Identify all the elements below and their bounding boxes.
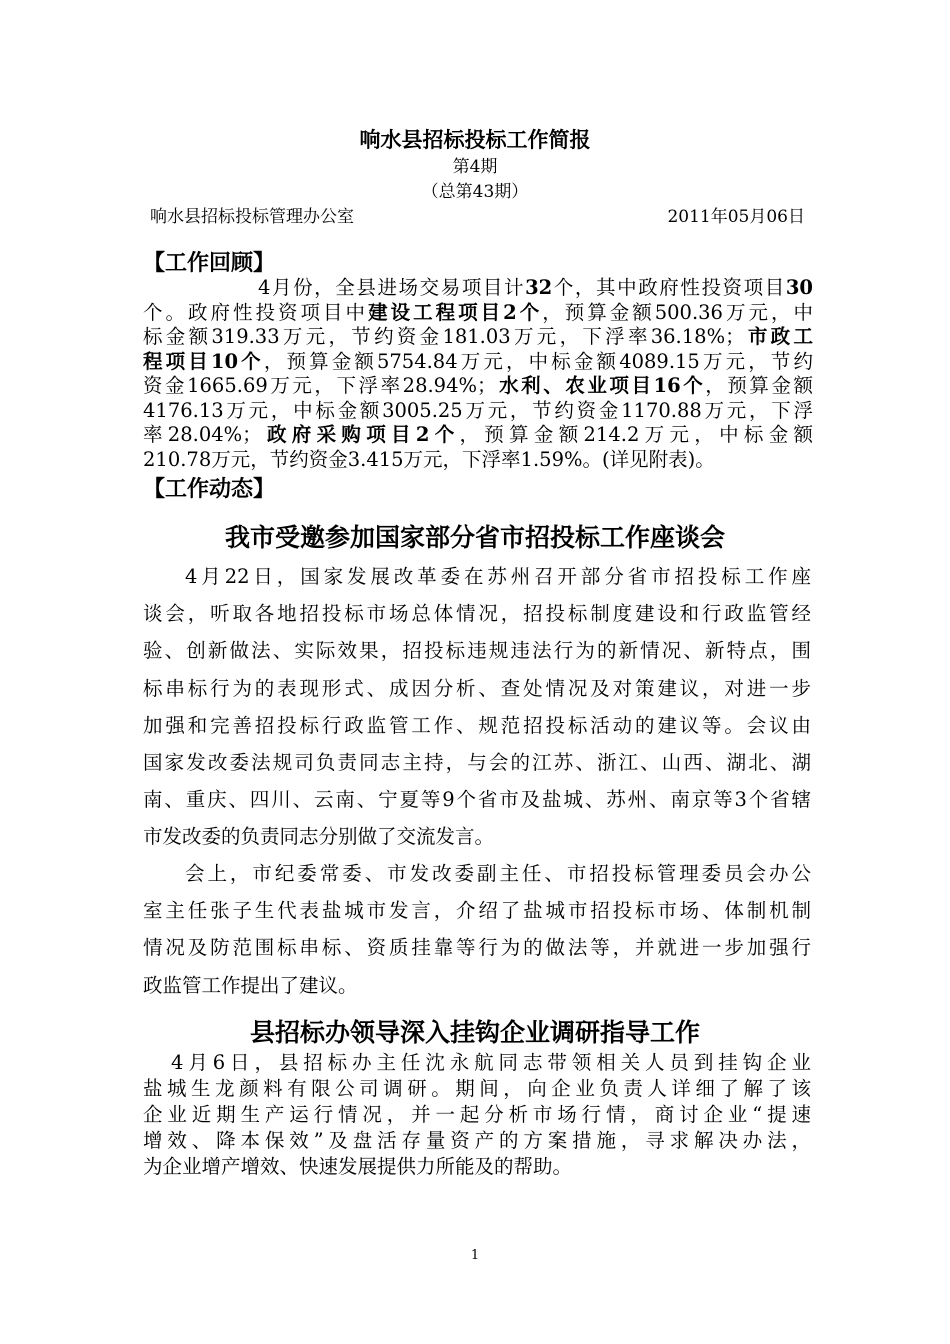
meta-row [150, 202, 805, 227]
page-number: 1 [470, 1248, 480, 1263]
review-line: 程项目10个，预算金额5754.84万元，中标金额4089.15万元，节约 [143, 349, 813, 373]
paragraph-line: 4月6日，县招标办主任沈永航同志带领相关人员到挂钩企业 [171, 1051, 811, 1074]
paragraph-line: 市发改委的负责同志分别做了交流发言。 [143, 825, 495, 849]
issuing-office: 响水县招标投标管理办公室 [150, 207, 354, 227]
paragraph-line: 企业近期生产运行情况，并一起分析市场行情，商讨企业“提速 [143, 1103, 811, 1126]
paragraph-line: 会上，市纪委常委、市发改委副主任、市招投标管理委员会办公 [185, 862, 811, 885]
bulletin-title: 响水县招标投标工作简报 [359, 127, 591, 152]
article-title: 县招标办领导深入挂钩企业调研指导工作 [249, 1018, 700, 1047]
review-line: 资金1665.69万元，下浮率28.94%；水利、农业项目16个，预算金额 [143, 374, 813, 397]
paragraph-line: 室主任张子生代表盐城市发言，介绍了盐城市招投标市场、体制机制 [143, 899, 811, 923]
section-heading-review: 【工作回顾】 [143, 250, 276, 276]
paragraph-line: 4月22日，国家发展改革委在苏州召开部分省市招投标工作座 [185, 565, 811, 588]
review-line: 4月份，全县进场交易项目计32个，其中政府性投资项目30 [258, 276, 813, 299]
paragraph-line: 标串标行为的表现形式、成因分析、查处情况及对策建议，对进一步 [143, 676, 811, 700]
article-title: 我市受邀参加国家部分省市招投标工作座谈会 [224, 523, 725, 552]
paragraph-line: 国家发改委法规司负责同志主持，与会的江苏、浙江、山西、湖北、湖 [143, 751, 811, 775]
article-paragraph [143, 558, 811, 856]
review-line: 210.78万元，节约资金3.415万元，下浮率1.59%。(详见附表)。 [143, 447, 715, 471]
paragraph-line: 增效、降本保效”及盘活存量资产的方案措施，寻求解决办法， [143, 1129, 811, 1152]
paragraph-line: 盐城生龙颜料有限公司调研。期间，向企业负责人详细了解了该 [143, 1077, 811, 1100]
paragraph-line: 验、创新做法、实际效果，招投标违规违法行为的新情况、新特点，围 [143, 639, 811, 663]
paragraph-line: 政监管工作提出了建议。 [143, 973, 358, 997]
review-line: 标金额319.33万元，节约资金181.03万元，下浮率36.18%；市政工 [143, 325, 813, 348]
paragraph-line: 情况及防范围标串标、资质挂靠等行为的做法等，并就进一步加强行 [143, 936, 811, 960]
review-line: 率28.04%；政府采购项目2个，预算金额214.2万元，中标金额 [143, 423, 813, 446]
paragraph-line: 南、重庆、四川、云南、宁夏等9个省市及盐城、苏州、南京等3个省辖 [143, 788, 811, 812]
article-paragraph [143, 855, 811, 1004]
review-paragraph [143, 276, 813, 472]
section-heading-dynamics: 【工作动态】 [143, 476, 276, 502]
paragraph-line: 加强和完善招投标行政监管工作、规范招投标活动的建议等。会议由 [143, 713, 811, 737]
paragraph-line: 谈会，听取各地招投标市场总体情况，招投标制度建设和行政监管经 [143, 602, 811, 626]
issue-number: 第4期 [452, 157, 498, 177]
article-paragraph [143, 1050, 811, 1180]
review-line: 个。政府性投资项目中建设工程项目2个，预算金额500.36万元，中 [143, 300, 813, 324]
total-issue-number: （总第43期） [421, 182, 529, 202]
paragraph-line: 为企业增产增效、快速发展提供力所能及的帮助。 [143, 1155, 573, 1178]
review-line: 4176.13万元，中标金额3005.25万元，节约资金1170.88万元，下浮 [143, 398, 813, 422]
issue-date: 2011年05月06日 [667, 207, 805, 227]
